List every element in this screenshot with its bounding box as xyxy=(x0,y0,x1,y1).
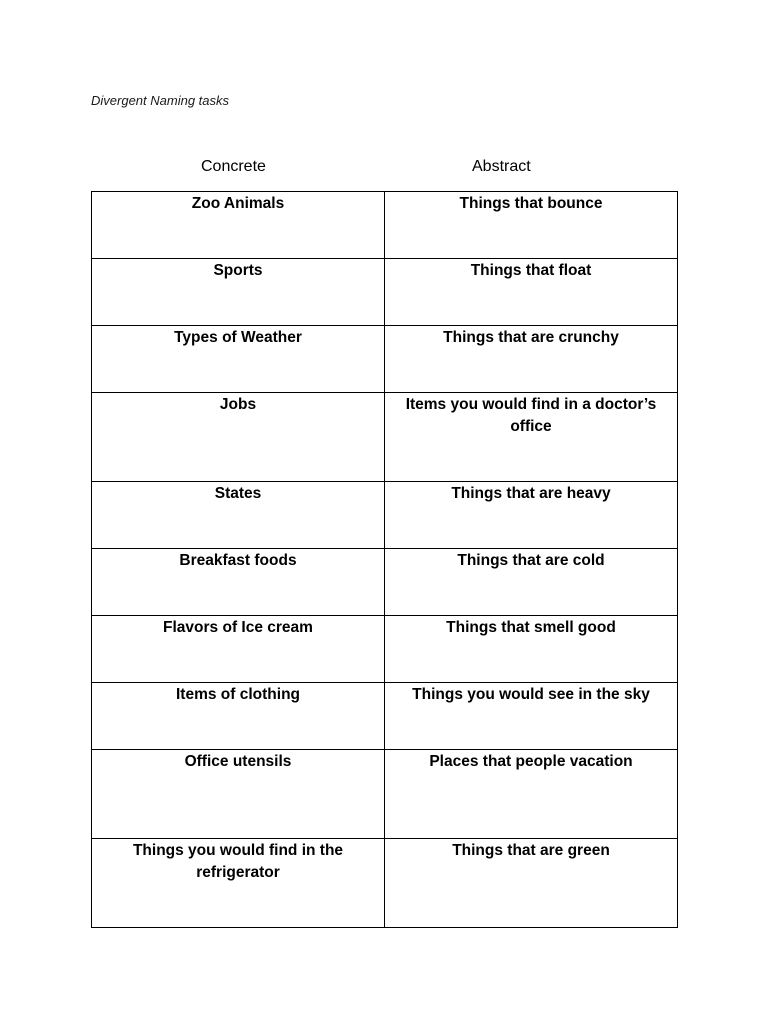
concrete-cell: Things you would find in the refrigerator xyxy=(92,839,385,928)
concrete-cell: Breakfast foods xyxy=(92,549,385,616)
concrete-cell: Sports xyxy=(92,259,385,326)
table-row xyxy=(92,192,678,259)
table-row xyxy=(92,482,678,549)
document-title: Divergent Naming tasks xyxy=(91,93,229,108)
table-row xyxy=(92,393,678,482)
abstract-cell: Things that bounce xyxy=(385,192,678,259)
concrete-cell: States xyxy=(92,482,385,549)
abstract-cell: Things you would see in the sky xyxy=(385,683,678,750)
abstract-cell: Things that smell good xyxy=(385,616,678,683)
table-row xyxy=(92,326,678,393)
abstract-cell: Things that are green xyxy=(385,839,678,928)
concrete-cell: Office utensils xyxy=(92,750,385,839)
abstract-cell: Places that people vacation xyxy=(385,750,678,839)
concrete-cell: Items of clothing xyxy=(92,683,385,750)
abstract-column-header: Abstract xyxy=(472,158,531,175)
abstract-cell: Things that are crunchy xyxy=(385,326,678,393)
abstract-cell: Items you would find in a doctor’s office xyxy=(385,393,678,482)
concrete-cell: Flavors of Ice cream xyxy=(92,616,385,683)
concrete-column-header: Concrete xyxy=(201,158,266,175)
table-row xyxy=(92,259,678,326)
concrete-cell: Zoo Animals xyxy=(92,192,385,259)
abstract-cell: Things that are heavy xyxy=(385,482,678,549)
table-row xyxy=(92,616,678,683)
abstract-cell: Things that are cold xyxy=(385,549,678,616)
table-row xyxy=(92,750,678,839)
naming-tasks-table xyxy=(91,191,678,928)
abstract-cell: Things that float xyxy=(385,259,678,326)
concrete-cell: Types of Weather xyxy=(92,326,385,393)
table-row xyxy=(92,683,678,750)
table-row xyxy=(92,549,678,616)
table-row xyxy=(92,839,678,928)
concrete-cell: Jobs xyxy=(92,393,385,482)
column-headers xyxy=(91,158,678,180)
